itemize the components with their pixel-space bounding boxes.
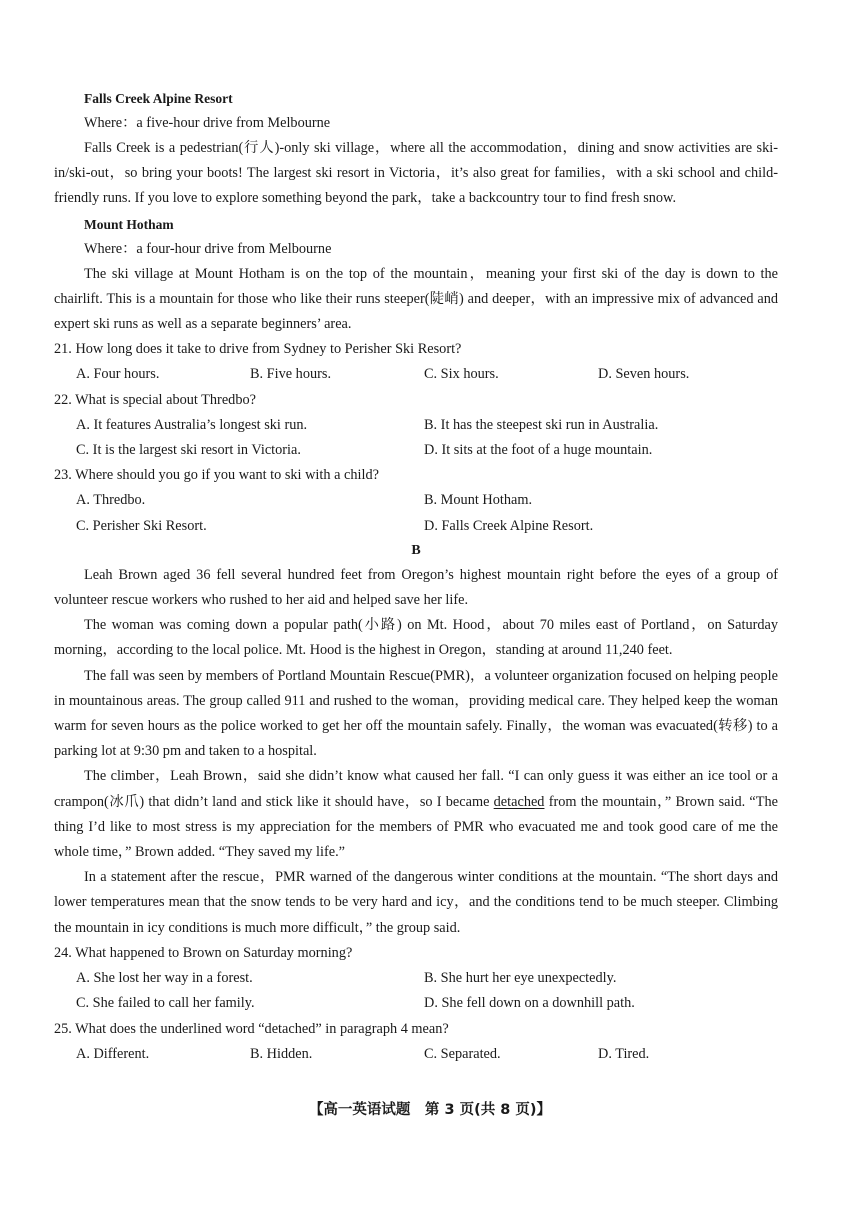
answer-option: B. Five hours.: [250, 366, 332, 383]
answer-options: [54, 966, 778, 991]
answer-option: C. She failed to call her family.: [76, 995, 255, 1012]
passage-paragraph: The fall was seen by members of Portland Mountain Rescue(PMR)，a volunteer organization focused on helping people in mountainous areas. The group called 911 and rushed to the woman，providing medical care. They helped keep the woman warm for seven hours as the police worked to get her off the mountain safely. Finally，the woman was evacuated(转移) to a parking lot at 9:30 pm and taken to a hospital.: [54, 667, 778, 760]
resort-location: Where：a five-hour drive from Melbourne: [84, 115, 331, 131]
answer-option: D. Falls Creek Alpine Resort.: [424, 517, 594, 534]
answer-option: A. Four hours.: [76, 366, 160, 383]
answer-option: D. Seven hours.: [598, 366, 690, 383]
answer-option: D. It sits at the foot of a huge mountain.: [424, 442, 653, 459]
resort-location: Where：a four-hour drive from Melbourne: [84, 240, 332, 257]
exam-page: [54, 86, 778, 1067]
answer-option: D. She fell down on a downhill path.: [424, 995, 635, 1012]
answer-options: [54, 991, 778, 1016]
answer-option: A. She lost her way in a forest.: [76, 970, 253, 987]
answer-options: [54, 514, 778, 539]
answer-option: B. Hidden.: [250, 1045, 313, 1062]
passage-paragraph: In a statement after the rescue，PMR warned of the dangerous winter conditions at the mountain. “The short days and lower temperatures mean that the snow tends to be very hard and icy，and the conditions tend to be much steeper. Climbing the mountain in icy conditions is much more difficult，” the group said.: [54, 869, 778, 936]
answer-option: A. It features Australia’s longest ski run.: [76, 416, 308, 433]
passage-paragraph: The woman was coming down a popular path(小路) on Mt. Hood，about 70 miles east of Portland，on Saturday morning，according to the local police. Mt. Hood is the highest in Oregon，standing at around 11,240 feet.: [54, 617, 778, 659]
resort-title: Mount Hotham: [84, 216, 174, 232]
resort-title: Falls Creek Alpine Resort: [84, 91, 233, 106]
passage-paragraph: Leah Brown aged 36 fell several hundred feet from Oregon’s highest mountain right before the eyes of a group of volunteer rescue workers who rushed to her aid and helped save her life.: [54, 566, 778, 609]
underlined-word: detached: [493, 793, 545, 810]
paragraph-text: from the mountain，” Brown said. “The thing I’d like to most stress is my appreciation for the members of PMR who evacuated me and took good care of me the whole time，” Brown added. “They saved my life.”: [54, 793, 778, 861]
answer-option: A. Thredbo.: [76, 492, 146, 509]
page-footer: 【高一英语试题 第 3 页(共 8 页)】: [308, 1102, 552, 1118]
answer-option: D. Tired.: [598, 1045, 650, 1062]
answer-options: [54, 413, 778, 438]
answer-option: B. Mount Hotham.: [424, 492, 533, 509]
answer-option: C. Perisher Ski Resort.: [76, 517, 207, 534]
question-stem: 23. Where should you go if you want to ski with a child?: [54, 467, 379, 484]
question-stem: 22. What is special about Thredbo?: [54, 391, 256, 408]
answer-option: C. It is the largest ski resort in Victoria.: [76, 442, 301, 459]
answer-options: [54, 1042, 778, 1067]
resort-description: Falls Creek is a pedestrian(行人)-only ski village，where all the accommodation，dining and snow activities are ski-in/ski-out，so bring your boots! The largest ski resort in Victoria，it’s also great for families，with a ski school and child-friendly runs. If you love to explore something beyond the park，take a backcountry tour to find fresh snow.: [54, 140, 778, 207]
section-heading: B: [411, 542, 421, 558]
answer-options: [54, 488, 778, 513]
answer-option: A. Different.: [76, 1045, 150, 1062]
answer-option: C. Separated.: [424, 1045, 501, 1062]
resort-description: The ski village at Mount Hotham is on the top of the mountain，meaning your first ski of the day is down to the chairlift. This is a mountain for those who like their runs steeper(陡峭) and deeper，with an impressive mix of advanced and expert ski runs as well as a separate beginners’ area.: [54, 265, 778, 333]
passage-paragraph: [54, 764, 778, 865]
answer-option: C. Six hours.: [424, 366, 499, 383]
answer-option: B. She hurt her eye unexpectedly.: [424, 970, 617, 987]
paragraph-text: The climber，Leah Brown，said she didn’t know what caused her fall. “I can only guess it was either an ice tool or a crampon(冰爪) that didn’t land and stick like it should have，so I became: [54, 768, 778, 810]
question-stem: 21. How long does it take to drive from Sydney to Perisher Ski Resort?: [54, 341, 462, 358]
question-stem: 24. What happened to Brown on Saturday morning?: [54, 944, 353, 961]
answer-options: [54, 362, 778, 387]
question-stem: 25. What does the underlined word “detached” in paragraph 4 mean?: [54, 1020, 449, 1037]
answer-option: B. It has the steepest ski run in Australia.: [424, 416, 659, 433]
answer-options: [54, 438, 778, 463]
